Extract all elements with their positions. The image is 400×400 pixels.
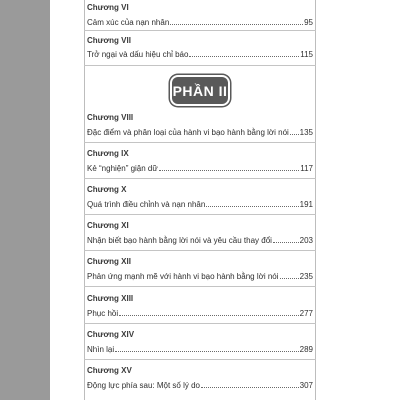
chapter-label: Chương VII <box>87 36 131 45</box>
dot-leader <box>115 351 299 352</box>
page-number: 203 <box>299 236 313 245</box>
dot-leader <box>189 56 299 57</box>
page-number: 277 <box>299 309 313 318</box>
chapter-title-row <box>84 163 316 174</box>
chapter-label: Chương XII <box>87 257 131 266</box>
chapter-label: Chương XIV <box>87 330 135 339</box>
divider <box>84 178 316 179</box>
dot-leader <box>119 315 299 316</box>
chapter-title: Đặc điểm và phân loại của hành vi bạo hành bằng lời nói <box>87 128 289 137</box>
chapter-label: Chương VI <box>87 3 129 12</box>
chapter-label: Chương IX <box>87 149 129 158</box>
dot-leader <box>290 134 299 135</box>
chapter-title-row <box>84 271 316 282</box>
chapter-title: Phản ứng mạnh mẽ với hành vi bạo hành bằng lời nói <box>87 272 279 281</box>
chapter-label: Chương VIII <box>87 113 134 122</box>
page-edge-band <box>0 0 50 400</box>
chapter-title: Nhìn lại <box>87 345 115 354</box>
dot-leader <box>280 278 299 279</box>
chapter-label: Chương XV <box>87 366 132 375</box>
dot-leader <box>170 24 303 25</box>
divider <box>84 323 316 324</box>
chapter-title: Quá trình điều chỉnh và nạn nhân <box>87 200 206 209</box>
chapter-title: Động lực phía sau: Một số lý do <box>87 381 200 390</box>
divider <box>84 359 316 360</box>
dot-leader <box>273 242 299 243</box>
chapter-title: Trở ngại và dấu hiệu chỉ báo <box>87 50 189 59</box>
chapter-title: Cảm xúc của nạn nhân <box>87 18 170 27</box>
chapter-title-row <box>84 199 316 210</box>
chapter-title-row <box>84 380 316 391</box>
dot-leader <box>159 170 300 171</box>
dot-leader <box>201 387 299 388</box>
divider <box>84 214 316 215</box>
chapter-title-row <box>84 49 316 60</box>
page-number: 307 <box>299 381 313 390</box>
divider <box>84 286 316 287</box>
chapter-title-row <box>84 235 316 246</box>
page-number: 289 <box>299 345 313 354</box>
divider <box>84 65 316 66</box>
chapter-title: Phục hồi <box>87 309 119 318</box>
chapter-title-row <box>84 308 316 319</box>
page-number: 135 <box>299 128 313 137</box>
chapter-title: Nhận biết bạo hành bằng lời nói và yêu cầu thay đổi <box>87 236 272 245</box>
divider <box>84 250 316 251</box>
page-number: 235 <box>299 272 313 281</box>
dot-leader <box>206 206 298 207</box>
chapter-title-row <box>84 344 316 355</box>
chapter-title-row <box>84 127 316 138</box>
part-badge: PHẦN II <box>172 77 228 104</box>
chapter-label: Chương XI <box>87 221 129 230</box>
page-number: 115 <box>300 50 313 59</box>
chapter-label: Chương XIII <box>87 294 134 303</box>
page-number: 117 <box>300 164 313 173</box>
divider <box>84 142 316 143</box>
chapter-title-row <box>84 17 316 28</box>
page-number: 95 <box>304 18 313 27</box>
chapter-label: Chương X <box>87 185 127 194</box>
page-number: 191 <box>299 200 313 209</box>
chapter-title: Kẻ “nghiện” giận dữ <box>87 164 158 173</box>
divider <box>84 30 316 31</box>
